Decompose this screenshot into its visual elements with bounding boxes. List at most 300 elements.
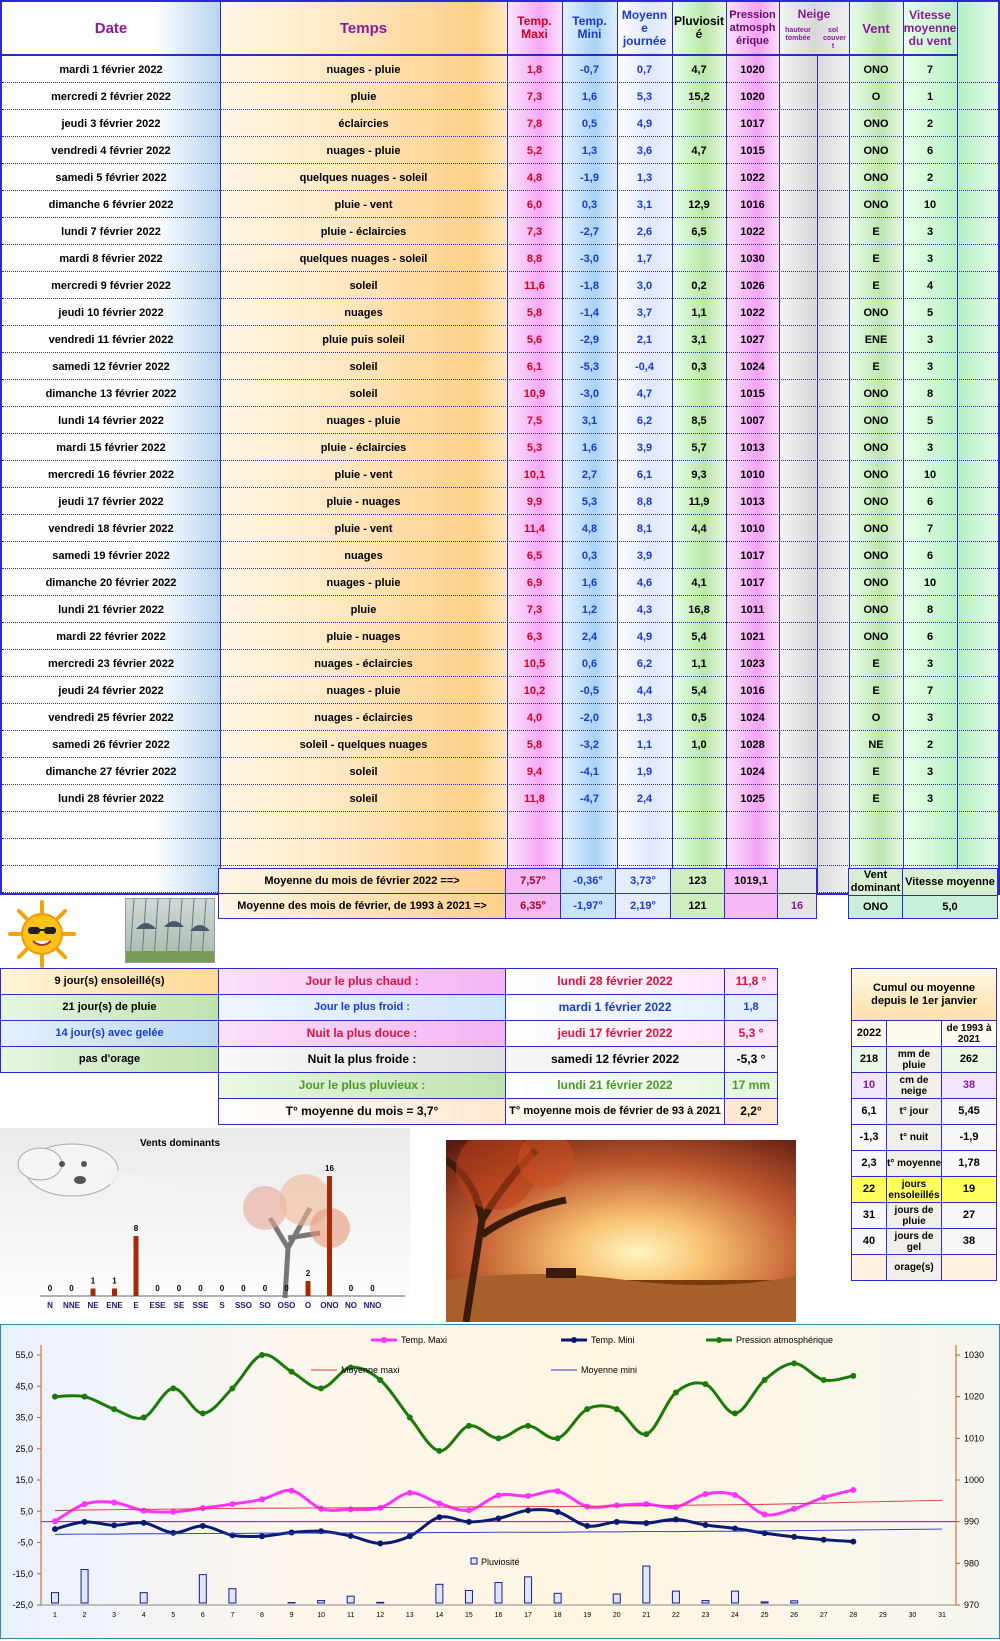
- cell-tmax: 9,9: [507, 488, 562, 515]
- cell-vit: 2: [903, 164, 957, 191]
- cell-moy: 6,2: [617, 407, 672, 434]
- wind-tick-label: S: [219, 1301, 225, 1310]
- series-point-0: [52, 1518, 58, 1524]
- wind-tick-label: NO: [345, 1301, 357, 1310]
- cell-tmin: 0,3: [562, 191, 617, 218]
- series-point-2: [259, 1352, 265, 1358]
- wind-bar-ENE: [112, 1289, 117, 1297]
- wind-tick-label: SSO: [235, 1301, 252, 1310]
- cell-tmin: -2,7: [562, 218, 617, 245]
- cell-pluv: 12,9: [672, 191, 726, 218]
- cell-date: mercredi 9 février 2022: [2, 272, 220, 299]
- cell-tmax: 6,1: [507, 353, 562, 380]
- wind-bar-NE: [91, 1289, 96, 1297]
- wind-value-label: 0: [198, 1284, 203, 1293]
- cell-vent: E: [849, 785, 903, 812]
- cell-tmax: 9,4: [507, 758, 562, 785]
- cell-tmin: -3,2: [562, 731, 617, 758]
- cell-temps: pluie - nuages: [220, 623, 507, 650]
- wind-value-label: 0: [220, 1284, 225, 1293]
- cell-vit: 3: [903, 704, 957, 731]
- cell-temps: nuages - éclaircies: [220, 704, 507, 731]
- cell-temps: pluie - nuages: [220, 488, 507, 515]
- cumul-b: 27: [941, 1202, 997, 1229]
- cell-tmax: 7,3: [507, 218, 562, 245]
- vent-dominant-value: ONO: [848, 895, 903, 919]
- y-tick-label: -15,0: [12, 1569, 33, 1579]
- series-point-2: [82, 1394, 88, 1400]
- cell-vent: E: [849, 353, 903, 380]
- series-point-1: [555, 1509, 561, 1515]
- y-tick-label: 5,0: [20, 1506, 33, 1516]
- legend-marker: [716, 1337, 722, 1343]
- cell-vit: 4: [903, 272, 957, 299]
- cumul-a: [851, 1254, 887, 1281]
- cell-tmax: 10,2: [507, 677, 562, 704]
- cell-moy: 3,1: [617, 191, 672, 218]
- cell-tmin: 3,1: [562, 407, 617, 434]
- series-point-2: [525, 1423, 531, 1429]
- header-vit: Vitesse moyenne du vent: [903, 2, 957, 56]
- cell-press: 1016: [726, 677, 779, 704]
- series-point-2: [229, 1385, 235, 1391]
- x-tick-label: 4: [142, 1612, 146, 1619]
- series-point-2: [791, 1360, 797, 1366]
- cell-date: mercredi 23 février 2022: [2, 650, 220, 677]
- cell-press: 1011: [726, 596, 779, 623]
- cell-tmin: -0,7: [562, 56, 617, 83]
- header-moy: Moyenn e journée: [617, 2, 672, 56]
- x-tick-label: 19: [583, 1612, 591, 1619]
- series-point-2: [52, 1394, 58, 1400]
- wind-tick-label: E: [133, 1301, 139, 1310]
- series-point-0: [555, 1488, 561, 1494]
- table-row: [2, 353, 998, 380]
- wind-bar-O: [306, 1281, 311, 1296]
- cell-moy: 3,6: [617, 137, 672, 164]
- y2-tick-label: 980: [964, 1558, 979, 1568]
- cell-moy: 2,6: [617, 218, 672, 245]
- cell-tmin: 1,6: [562, 434, 617, 461]
- wind-value-label: 0: [241, 1284, 246, 1293]
- cell-vit: 3: [903, 353, 957, 380]
- wind-value-label: 0: [263, 1284, 268, 1293]
- cell-vit: 2: [903, 731, 957, 758]
- cell-press: 1017: [726, 569, 779, 596]
- header-date: Date: [2, 2, 220, 56]
- cell-date: jeudi 3 février 2022: [2, 110, 220, 137]
- y2-tick-label: 970: [964, 1600, 979, 1610]
- cell-moy: 2,4: [617, 785, 672, 812]
- table-row: [2, 488, 998, 515]
- hist-avg-neige: 16: [777, 893, 817, 919]
- cell-tmin: 4,8: [562, 515, 617, 542]
- cell-tmax: 7,8: [507, 110, 562, 137]
- hist-avg-label: Moyenne des mois de février, de 1993 à 2021 =>: [218, 893, 506, 919]
- series-point-1: [584, 1523, 590, 1529]
- x-tick-label: 2: [83, 1612, 87, 1619]
- cumul-label: cm de neige: [886, 1072, 942, 1099]
- cell-date: jeudi 24 février 2022: [2, 677, 220, 704]
- series-point-0: [141, 1508, 147, 1514]
- y2-tick-label: 1020: [964, 1392, 984, 1402]
- cumul-label: jours ensoleillés: [886, 1176, 942, 1203]
- cumul-a: 2,3: [851, 1150, 887, 1177]
- temperature-chart: [0, 1324, 1000, 1639]
- rain-bar: [525, 1577, 532, 1603]
- cell-tmin: -3,0: [562, 380, 617, 407]
- cumul-b: 38: [941, 1072, 997, 1099]
- table-row: [2, 515, 998, 542]
- cell-temps: pluie - éclaircies: [220, 434, 507, 461]
- series-point-2: [496, 1435, 502, 1441]
- series-point-0: [229, 1501, 235, 1507]
- rain-bar: [732, 1591, 739, 1603]
- hist-avg-tmax: 6,35°: [505, 893, 561, 919]
- cell-moy: 2,1: [617, 326, 672, 353]
- series-point-1: [407, 1533, 413, 1539]
- series-point-1: [170, 1530, 176, 1536]
- y2-tick-label: 990: [964, 1517, 979, 1527]
- series-point-0: [525, 1493, 531, 1499]
- cell-date: mardi 15 février 2022: [2, 434, 220, 461]
- cell-press: 1010: [726, 461, 779, 488]
- table-row: [2, 218, 998, 245]
- series-point-2: [673, 1390, 679, 1396]
- series-point-2: [555, 1435, 561, 1441]
- cell-tmax: 4,8: [507, 164, 562, 191]
- cell-pluv: 16,8: [672, 596, 726, 623]
- cell-pluv: 0,5: [672, 704, 726, 731]
- wind-value-label: 16: [325, 1164, 334, 1173]
- header-pluv: Pluviosit é: [672, 2, 726, 56]
- cell-pluv: 1,1: [672, 650, 726, 677]
- x-tick-label: 17: [524, 1612, 532, 1619]
- series-point-1: [732, 1525, 738, 1531]
- y-tick-label: 55,0: [15, 1350, 33, 1360]
- series-point-2: [702, 1381, 708, 1387]
- month-avg-pluv: 123: [670, 868, 725, 894]
- cumul-a: 31: [851, 1202, 887, 1229]
- cell-tmin: -0,5: [562, 677, 617, 704]
- cell-pluv: 5,7: [672, 434, 726, 461]
- series-point-0: [702, 1491, 708, 1497]
- table-row: [2, 245, 998, 272]
- series-point-1: [614, 1519, 620, 1525]
- cell-date: vendredi 25 février 2022: [2, 704, 220, 731]
- cell-tmax: 6,5: [507, 542, 562, 569]
- x-tick-label: 11: [347, 1612, 354, 1619]
- series-point-1: [643, 1520, 649, 1526]
- rain-bar: [702, 1601, 709, 1603]
- cell-date: vendredi 11 février 2022: [2, 326, 220, 353]
- x-tick-label: 25: [761, 1612, 769, 1619]
- series-line-2: [55, 1355, 853, 1451]
- cell-temps: soleil: [220, 785, 507, 812]
- cell-date: samedi 26 février 2022: [2, 731, 220, 758]
- cell-vent: ONO: [849, 407, 903, 434]
- cell-vent: O: [849, 704, 903, 731]
- cell-tmax: 7,3: [507, 596, 562, 623]
- header-neige-sol: sol couver t: [817, 27, 849, 51]
- cell-moy: 3,0: [617, 272, 672, 299]
- x-tick-label: 21: [642, 1612, 650, 1619]
- table-row: [2, 434, 998, 461]
- cell-moy: 8,1: [617, 515, 672, 542]
- cell-vit: 2: [903, 110, 957, 137]
- hot-day-value: 11,8 °: [724, 968, 778, 995]
- cell-press: 1021: [726, 623, 779, 650]
- series-point-2: [170, 1385, 176, 1391]
- wind-value-label: 0: [48, 1284, 53, 1293]
- month-avg-tmin: -0,36°: [560, 868, 616, 894]
- wind-value-label: 0: [69, 1284, 74, 1293]
- series-point-2: [850, 1373, 856, 1379]
- x-tick-label: 6: [201, 1612, 205, 1619]
- cell-tmin: 0,3: [562, 542, 617, 569]
- wind-tick-label: NNO: [364, 1301, 382, 1310]
- table-row: [2, 569, 998, 596]
- cell-temps: nuages - pluie: [220, 137, 507, 164]
- table-row: [2, 542, 998, 569]
- wind-tick-label: SO: [259, 1301, 271, 1310]
- cell-vit: 10: [903, 461, 957, 488]
- cell-tmax: 5,8: [507, 731, 562, 758]
- rain-bar: [140, 1593, 147, 1603]
- series-point-1: [52, 1526, 58, 1532]
- x-tick-label: 1: [53, 1612, 57, 1619]
- cell-temps: soleil - quelques nuages: [220, 731, 507, 758]
- rain-bar: [81, 1570, 88, 1603]
- cell-vent: ONO: [849, 623, 903, 650]
- legend-label: Pression atmosphérique: [736, 1335, 833, 1345]
- cell-temps: pluie - vent: [220, 191, 507, 218]
- cumul-label: orage(s): [886, 1254, 942, 1281]
- table-row: [2, 407, 998, 434]
- cell-vit: 1: [903, 83, 957, 110]
- cell-vent: ONO: [849, 569, 903, 596]
- y-tick-label: -25,0: [12, 1600, 33, 1610]
- cell-temps: nuages: [220, 542, 507, 569]
- cell-pluv: 9,3: [672, 461, 726, 488]
- cell-temps: nuages: [220, 299, 507, 326]
- hist-avg-tmin: -1,97°: [560, 893, 616, 919]
- cell-tmax: 11,6: [507, 272, 562, 299]
- cell-temps: nuages - pluie: [220, 56, 507, 83]
- cell-tmin: -2,9: [562, 326, 617, 353]
- cell-moy: 1,9: [617, 758, 672, 785]
- series-point-2: [466, 1423, 472, 1429]
- cell-vit: 3: [903, 650, 957, 677]
- cell-vit: 5: [903, 407, 957, 434]
- series-point-2: [643, 1431, 649, 1437]
- rain-bar: [495, 1583, 502, 1603]
- x-tick-label: 22: [672, 1612, 680, 1619]
- cell-pluv: 3,1: [672, 326, 726, 353]
- cell-vit: 5: [903, 299, 957, 326]
- cell-date: samedi 19 février 2022: [2, 542, 220, 569]
- cell-vent: E: [849, 650, 903, 677]
- cell-pluv: 5,4: [672, 623, 726, 650]
- rain-bar: [465, 1590, 472, 1603]
- cumul-b: 1,78: [941, 1150, 997, 1177]
- cell-date: lundi 7 février 2022: [2, 218, 220, 245]
- series-point-2: [436, 1448, 442, 1454]
- cell-date: jeudi 10 février 2022: [2, 299, 220, 326]
- cell-temps: pluie puis soleil: [220, 326, 507, 353]
- cell-date: lundi 21 février 2022: [2, 596, 220, 623]
- cumul-b: 19: [941, 1176, 997, 1203]
- cell-vit: 7: [903, 515, 957, 542]
- cumul-b: [941, 1254, 997, 1281]
- hot-day-date: lundi 28 février 2022: [505, 968, 725, 995]
- series-point-2: [407, 1415, 413, 1421]
- header-tmin: Temp. Mini: [562, 2, 617, 56]
- wind-tick-label: SE: [174, 1301, 185, 1310]
- cell-moy: 6,2: [617, 650, 672, 677]
- series-point-1: [259, 1533, 265, 1539]
- storm-days: pas d'orage: [0, 1046, 219, 1073]
- wind-value-label: 0: [177, 1284, 182, 1293]
- sun-icon: [8, 900, 76, 968]
- table-row: [2, 191, 998, 218]
- cell-tmin: 5,3: [562, 488, 617, 515]
- header-vent: Vent: [849, 2, 903, 56]
- cell-press: 1024: [726, 704, 779, 731]
- rain-bar: [229, 1589, 236, 1603]
- cell-date: lundi 28 février 2022: [2, 785, 220, 812]
- hist-avg-press: [724, 893, 778, 919]
- series-point-0: [348, 1506, 354, 1512]
- cumul-title: Cumul ou moyenne depuis le 1er janvier: [851, 968, 997, 1021]
- month-avg-press: 1019,1: [724, 868, 778, 894]
- series-point-0: [436, 1500, 442, 1506]
- cell-tmax: 5,3: [507, 434, 562, 461]
- table-row: [2, 623, 998, 650]
- cell-tmin: 0,5: [562, 110, 617, 137]
- hist-avg-moy: 2,19°: [615, 893, 671, 919]
- rain-bar: [377, 1602, 384, 1603]
- cell-vit: 6: [903, 623, 957, 650]
- cell-temps: nuages - pluie: [220, 569, 507, 596]
- x-tick-label: 13: [406, 1612, 414, 1619]
- table-row: [2, 83, 998, 110]
- legend-label: Temp. Maxi: [401, 1335, 447, 1345]
- cumul-a: 10: [851, 1072, 887, 1099]
- y2-tick-label: 1030: [964, 1350, 984, 1360]
- wind-cloud-icon: [18, 1144, 220, 1198]
- y-tick-label: 25,0: [15, 1444, 33, 1454]
- legend-marker: [381, 1337, 387, 1343]
- rain-bar: [554, 1593, 561, 1603]
- cell-vit: 3: [903, 434, 957, 461]
- cell-moy: 3,7: [617, 299, 672, 326]
- cell-pluv: [672, 785, 726, 812]
- wind-tick-label: OSO: [278, 1301, 296, 1310]
- series-point-2: [200, 1410, 206, 1416]
- cell-date: dimanche 27 février 2022: [2, 758, 220, 785]
- legend-marker: [571, 1337, 577, 1343]
- x-tick-label: 15: [465, 1612, 473, 1619]
- cell-pluv: 4,7: [672, 56, 726, 83]
- cell-vent: ONO: [849, 299, 903, 326]
- table-row: [2, 650, 998, 677]
- sunset-picture: [446, 1140, 796, 1322]
- cell-temps: éclaircies: [220, 110, 507, 137]
- cell-moy: 4,6: [617, 569, 672, 596]
- cell-vent: ONO: [849, 515, 903, 542]
- cell-press: 1016: [726, 191, 779, 218]
- cell-temps: quelques nuages - soleil: [220, 245, 507, 272]
- cell-tmin: -5,3: [562, 353, 617, 380]
- cell-press: 1024: [726, 758, 779, 785]
- header-tmax: Temp. Maxi: [507, 2, 562, 56]
- wind-tick-label: NE: [87, 1301, 99, 1310]
- cell-vit: 8: [903, 596, 957, 623]
- cell-temps: soleil: [220, 353, 507, 380]
- cell-tmin: -1,9: [562, 164, 617, 191]
- wind-tick-label: ONO: [320, 1301, 338, 1310]
- header-neige: [779, 2, 849, 56]
- month-avg-temp: T° moyenne du mois = 3,7°: [218, 1098, 506, 1125]
- series-point-1: [525, 1507, 531, 1513]
- cell-pluv: 6,5: [672, 218, 726, 245]
- table-body: [2, 56, 998, 893]
- cumul-header-hist: de 1993 à 2021: [941, 1020, 997, 1047]
- cell-date: vendredi 18 février 2022: [2, 515, 220, 542]
- y-tick-label: 35,0: [15, 1413, 33, 1423]
- x-tick-label: 27: [820, 1612, 828, 1619]
- cell-temps: soleil: [220, 758, 507, 785]
- cell-vent: E: [849, 218, 903, 245]
- series-point-0: [614, 1502, 620, 1508]
- cell-press: 1024: [726, 353, 779, 380]
- cell-temps: pluie - éclaircies: [220, 218, 507, 245]
- cumul-b: 5,45: [941, 1098, 997, 1125]
- rain-days: 21 jour(s) de pluie: [0, 994, 219, 1021]
- cell-pluv: 8,5: [672, 407, 726, 434]
- month-avg-moy: 3,73°: [615, 868, 671, 894]
- wind-value-label: 0: [370, 1284, 375, 1293]
- cell-tmin: 0,6: [562, 650, 617, 677]
- rain-bar: [52, 1593, 59, 1603]
- series-point-2: [732, 1410, 738, 1416]
- cell-tmin: -4,7: [562, 785, 617, 812]
- cell-date: samedi 5 février 2022: [2, 164, 220, 191]
- rain-bar: [643, 1566, 650, 1603]
- cell-date: samedi 12 février 2022: [2, 353, 220, 380]
- series-point-0: [732, 1492, 738, 1498]
- wind-bar-ONO: [327, 1176, 332, 1296]
- cell-tmin: 1,6: [562, 83, 617, 110]
- cell-vent: ONO: [849, 488, 903, 515]
- wet-day-date: lundi 21 février 2022: [505, 1072, 725, 1099]
- series-point-2: [762, 1377, 768, 1383]
- table-row: [2, 137, 998, 164]
- series-point-1: [82, 1519, 88, 1525]
- cumul-a: 6,1: [851, 1098, 887, 1125]
- cell-vit: 6: [903, 137, 957, 164]
- cumul-a: 22: [851, 1176, 887, 1203]
- cell-vit: 6: [903, 488, 957, 515]
- cell-temps: pluie: [220, 596, 507, 623]
- table-row: [2, 380, 998, 407]
- y-tick-label: 15,0: [15, 1475, 33, 1485]
- cell-vent: ONO: [849, 380, 903, 407]
- cell-vent: NE: [849, 731, 903, 758]
- cell-pluv: 0,3: [672, 353, 726, 380]
- cell-temps: pluie: [220, 83, 507, 110]
